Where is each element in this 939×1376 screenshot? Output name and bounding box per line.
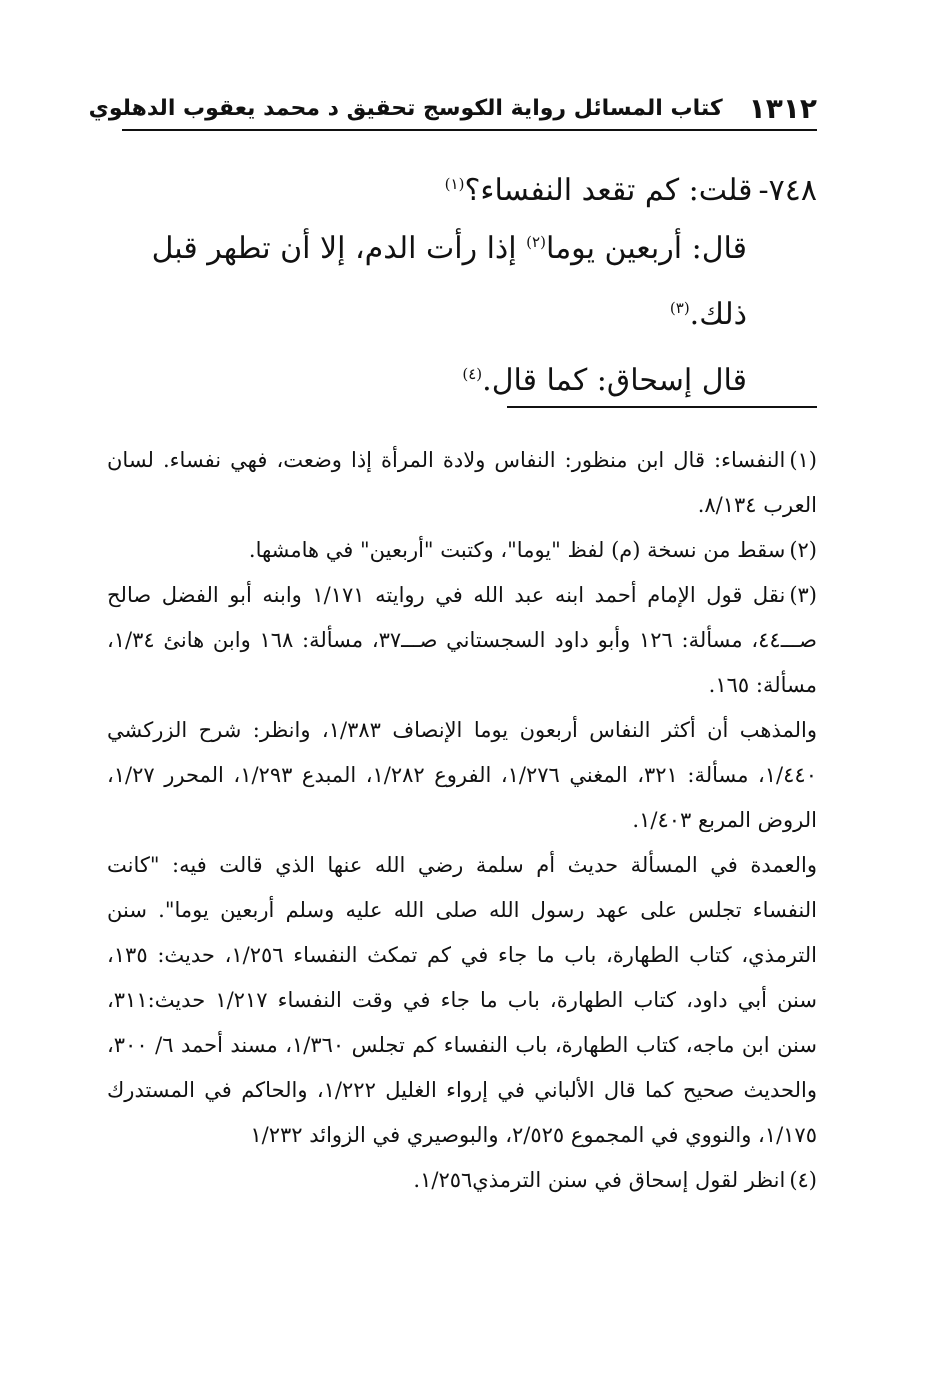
footnote-marker: (٢) (789, 538, 817, 562)
answer-ahmad (122, 216, 817, 348)
footnote-3-paragraph-2: والمذهب أن أكثر النفاس أربعون يوما الإنصاف ١/٣٨٣، وانظر: شرح الزركشي ١/٤٤٠، مسألة: ٣٢١، المغني ١/٢٧٦، الفروع ١/٢٨٢، المبدع ١/٢٩٣، المحرر ١/٢٧، الروض المربع ١/٤٠٣. (107, 718, 817, 832)
header-divider (122, 129, 817, 131)
footnote-ref-2: (٢) (526, 233, 546, 251)
footnote-divider (507, 406, 817, 408)
footnote-2 (107, 528, 817, 573)
footnote-text: نقل قول الإمام أحمد ابنه عبد الله في روايته ١/١٧١ وابنه أبو الفضل صالح صـــ٤٤، مسألة: ١٢٦ وأبو داود السجستاني صـــ٣٧، مسألة: ١٦٨ وابن هانئ ١/٣٤، مسألة: ١٦٥. (107, 583, 817, 697)
footnote-ref-1: (١) (444, 175, 465, 193)
answer-ahmad-prefix: قال: أربعين يوما (545, 231, 747, 266)
footnote-marker: (٣) (789, 583, 817, 607)
answer-ishaq-text: قال إسحاق: كما قال. (482, 363, 747, 398)
footnote-ref-4: (٤) (462, 365, 483, 383)
footnote-ref-3: (٣) (669, 299, 690, 317)
footnote-1 (107, 438, 817, 528)
issue-question (122, 166, 817, 216)
main-text (122, 166, 817, 414)
answer-ishaq (122, 348, 817, 414)
footnote-text: انظر لقول إسحاق في سنن الترمذي١/٢٥٦. (413, 1168, 786, 1192)
issue-number: ٧٤٨- (758, 173, 817, 208)
running-head (88, 88, 817, 128)
page-number: ١٣١٢ (748, 91, 817, 125)
footnote-marker: (٤) (789, 1168, 817, 1192)
book-title: كتاب المسائل رواية الكوسج تحقيق د محمد يعقوب الدهلوي (88, 95, 723, 121)
footnote-3 (107, 573, 817, 708)
footnote-text: سقط من نسخة (م) لفظ "يوما"، وكتبت "أربعين" في هامشها. (248, 538, 786, 562)
footnotes (107, 438, 817, 1203)
footnote-3-paragraph-3: والعمدة في المسألة حديث أم سلمة رضي الله عنها الذي قالت فيه: "كانت النفساء تجلس على عهد رسول الله صلى الله عليه وسلم أربعين يوما". سنن الترمذي، كتاب الطهارة، باب ما جاء في كم تمكث النفساء ١/٢٥٦، حديث: ١٣٥، سنن أبي داود، كتاب الطهارة، باب ما جاء في وقت النفساء ١/٢١٧ حديث:٣١١، سنن ابن ماجه، كتاب الطهارة، باب النفساء كم تجلس ١/٣٦٠، مسند أحمد ٦/ ٣٠٠، والحديث صحيح كما قال الألباني في إرواء الغليل ١/٢٢٢، والحاكم في المستدرك ١/١٧٥، والنووي في المجموع ٢/٥٢٥، والبوصيري في الزوائد ١/٢٣٢ (107, 853, 817, 1147)
answer-ahmad-suffix: إذا رأت الدم، إلا أن تطهر قبل ذلك. (151, 231, 747, 332)
question-text: قلت: كم تقعد النفساء؟ (464, 173, 753, 208)
footnote-text: النفساء: قال ابن منظور: النفاس ولادة المرأة إذا وضعت، فهي نفساء. لسان العرب ٨/١٣٤. (107, 448, 817, 517)
footnote-marker: (١) (789, 448, 817, 472)
footnote-4 (107, 1158, 817, 1203)
